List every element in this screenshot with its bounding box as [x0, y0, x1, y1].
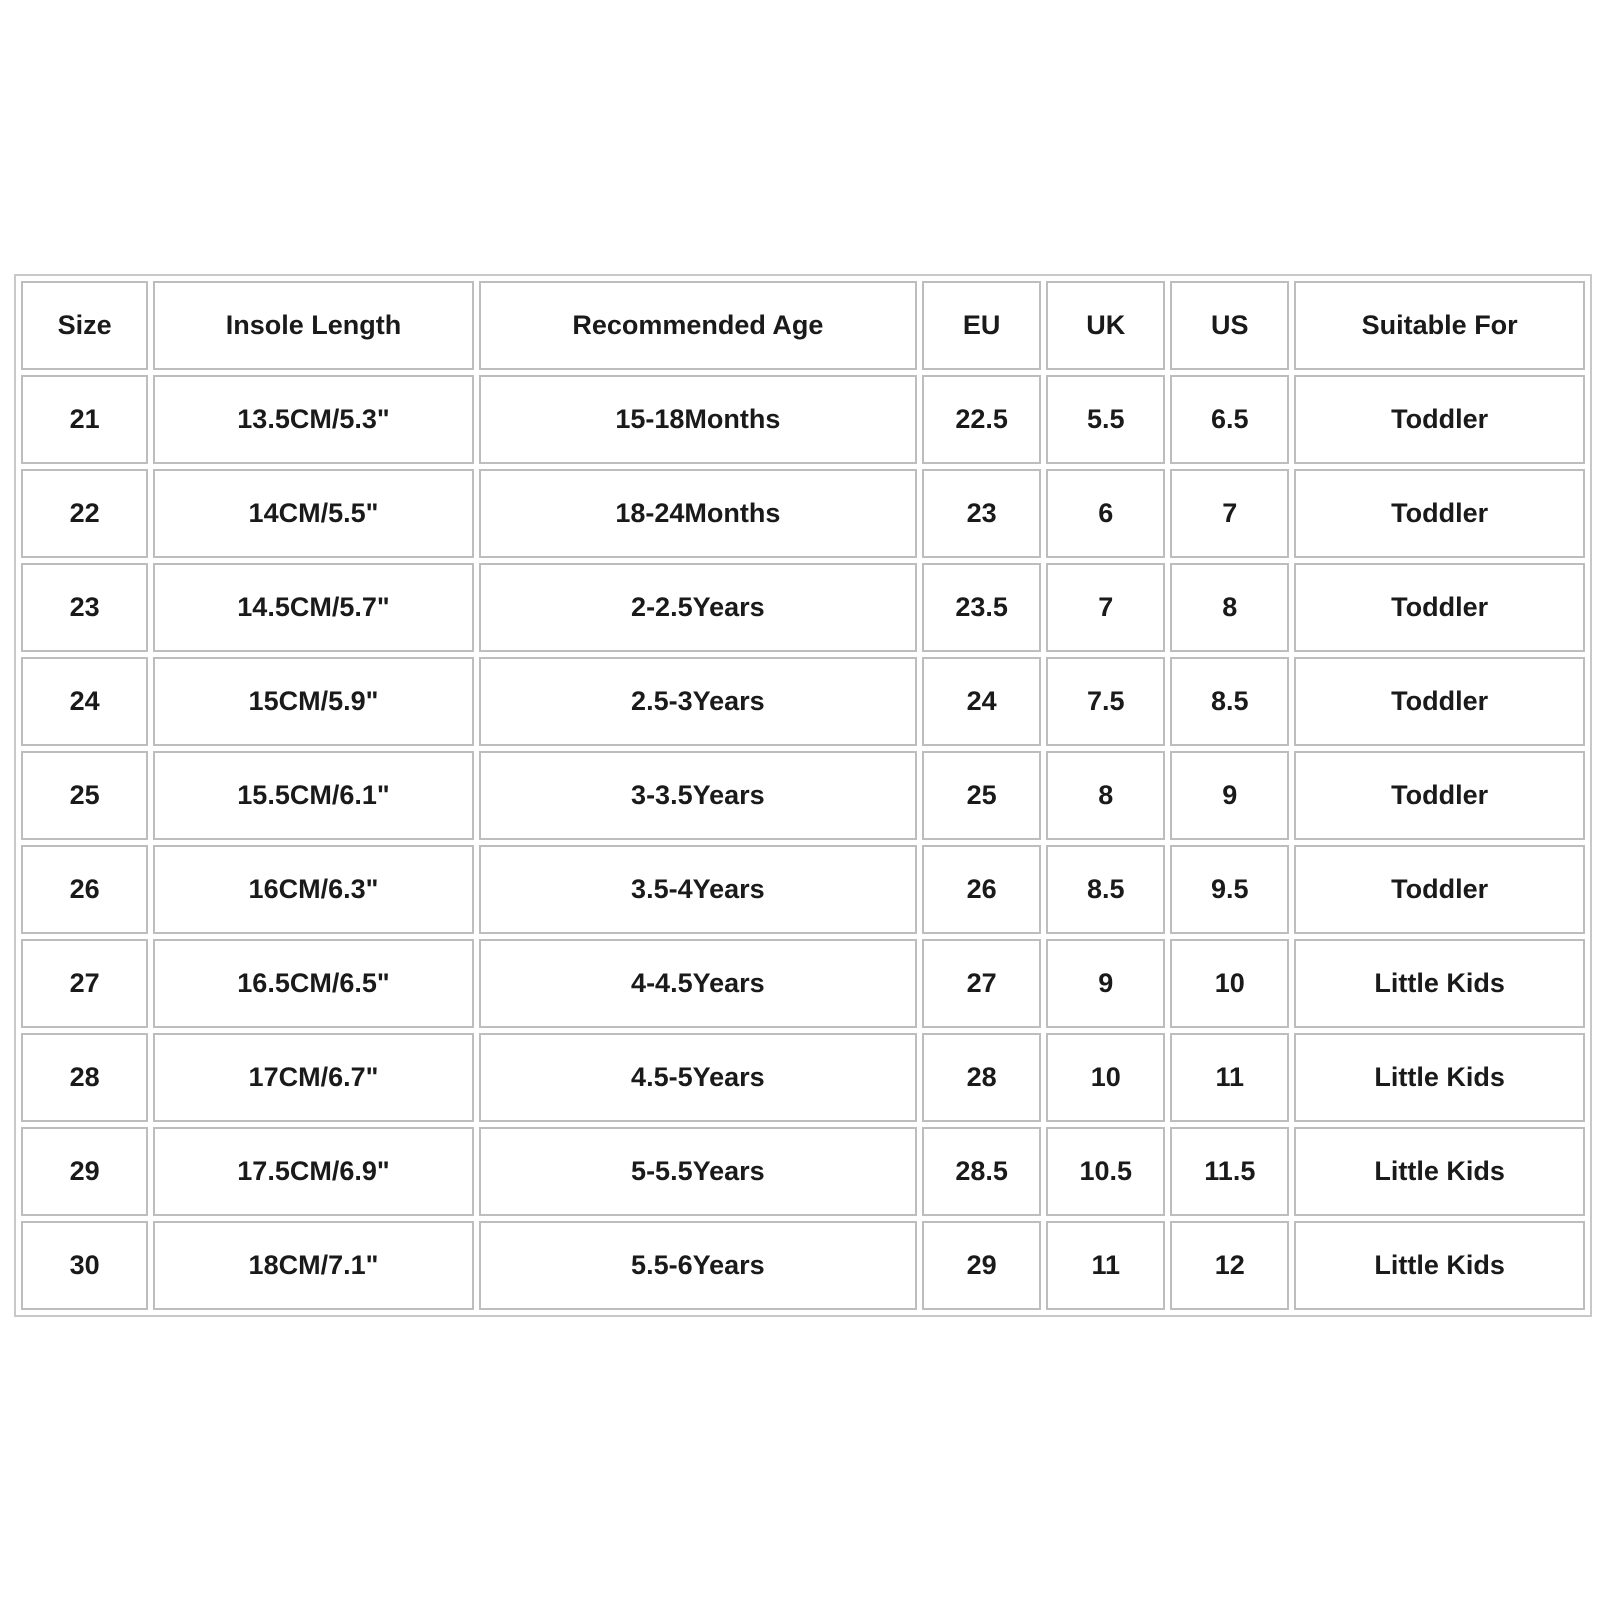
recommended-age-cell: 3.5-4Years — [479, 845, 917, 934]
table-row — [21, 1221, 1585, 1310]
us-cell: 8.5 — [1170, 657, 1289, 746]
insole-length-cell: 17.5CM/6.9" — [153, 1127, 473, 1216]
recommended-age-cell: 15-18Months — [479, 375, 917, 464]
us-cell: 10 — [1170, 939, 1289, 1028]
uk-cell: 8 — [1046, 751, 1165, 840]
recommended-age-cell: 4-4.5Years — [479, 939, 917, 1028]
suitable-for-cell: Little Kids — [1294, 1033, 1585, 1122]
table-row — [21, 375, 1585, 464]
us-cell: 11 — [1170, 1033, 1289, 1122]
size-cell: 28 — [21, 1033, 148, 1122]
size-chart-container — [14, 274, 1592, 1317]
size-cell: 23 — [21, 563, 148, 652]
table-row — [21, 939, 1585, 1028]
size-cell: 29 — [21, 1127, 148, 1216]
insole-length-cell: 16.5CM/6.5" — [153, 939, 473, 1028]
size-cell: 26 — [21, 845, 148, 934]
eu-cell: 29 — [922, 1221, 1041, 1310]
suitable-for-cell: Toddler — [1294, 563, 1585, 652]
insole-length-cell: 16CM/6.3" — [153, 845, 473, 934]
uk-cell: 10 — [1046, 1033, 1165, 1122]
us-cell: 11.5 — [1170, 1127, 1289, 1216]
header-us: US — [1170, 281, 1289, 370]
us-cell: 9.5 — [1170, 845, 1289, 934]
header-row — [21, 281, 1585, 370]
recommended-age-cell: 3-3.5Years — [479, 751, 917, 840]
eu-cell: 23.5 — [922, 563, 1041, 652]
suitable-for-cell: Toddler — [1294, 751, 1585, 840]
header-suitable-for: Suitable For — [1294, 281, 1585, 370]
uk-cell: 5.5 — [1046, 375, 1165, 464]
uk-cell: 9 — [1046, 939, 1165, 1028]
header-recommended-age: Recommended Age — [479, 281, 917, 370]
recommended-age-cell: 2.5-3Years — [479, 657, 917, 746]
us-cell: 12 — [1170, 1221, 1289, 1310]
table-row — [21, 1033, 1585, 1122]
eu-cell: 26 — [922, 845, 1041, 934]
suitable-for-cell: Toddler — [1294, 469, 1585, 558]
table-row — [21, 751, 1585, 840]
table-body — [21, 375, 1585, 1310]
insole-length-cell: 13.5CM/5.3" — [153, 375, 473, 464]
insole-length-cell: 14CM/5.5" — [153, 469, 473, 558]
eu-cell: 25 — [922, 751, 1041, 840]
header-uk: UK — [1046, 281, 1165, 370]
us-cell: 9 — [1170, 751, 1289, 840]
insole-length-cell: 15CM/5.9" — [153, 657, 473, 746]
suitable-for-cell: Toddler — [1294, 375, 1585, 464]
size-cell: 27 — [21, 939, 148, 1028]
table-row — [21, 845, 1585, 934]
eu-cell: 28.5 — [922, 1127, 1041, 1216]
size-cell: 22 — [21, 469, 148, 558]
size-chart-table — [16, 276, 1590, 1315]
recommended-age-cell: 5.5-6Years — [479, 1221, 917, 1310]
suitable-for-cell: Toddler — [1294, 657, 1585, 746]
recommended-age-cell: 2-2.5Years — [479, 563, 917, 652]
eu-cell: 22.5 — [922, 375, 1041, 464]
header-insole-length: Insole Length — [153, 281, 473, 370]
eu-cell: 27 — [922, 939, 1041, 1028]
eu-cell: 23 — [922, 469, 1041, 558]
size-cell: 24 — [21, 657, 148, 746]
suitable-for-cell: Little Kids — [1294, 1221, 1585, 1310]
suitable-for-cell: Toddler — [1294, 845, 1585, 934]
header-eu: EU — [922, 281, 1041, 370]
recommended-age-cell: 18-24Months — [479, 469, 917, 558]
uk-cell: 10.5 — [1046, 1127, 1165, 1216]
insole-length-cell: 17CM/6.7" — [153, 1033, 473, 1122]
insole-length-cell: 18CM/7.1" — [153, 1221, 473, 1310]
uk-cell: 11 — [1046, 1221, 1165, 1310]
us-cell: 7 — [1170, 469, 1289, 558]
suitable-for-cell: Little Kids — [1294, 939, 1585, 1028]
size-cell: 25 — [21, 751, 148, 840]
size-cell: 21 — [21, 375, 148, 464]
uk-cell: 7 — [1046, 563, 1165, 652]
eu-cell: 28 — [922, 1033, 1041, 1122]
recommended-age-cell: 4.5-5Years — [479, 1033, 917, 1122]
suitable-for-cell: Little Kids — [1294, 1127, 1585, 1216]
us-cell: 6.5 — [1170, 375, 1289, 464]
header-size: Size — [21, 281, 148, 370]
table-row — [21, 1127, 1585, 1216]
insole-length-cell: 14.5CM/5.7" — [153, 563, 473, 652]
table-row — [21, 657, 1585, 746]
size-cell: 30 — [21, 1221, 148, 1310]
table-row — [21, 469, 1585, 558]
uk-cell: 6 — [1046, 469, 1165, 558]
insole-length-cell: 15.5CM/6.1" — [153, 751, 473, 840]
uk-cell: 7.5 — [1046, 657, 1165, 746]
recommended-age-cell: 5-5.5Years — [479, 1127, 917, 1216]
eu-cell: 24 — [922, 657, 1041, 746]
uk-cell: 8.5 — [1046, 845, 1165, 934]
us-cell: 8 — [1170, 563, 1289, 652]
table-row — [21, 563, 1585, 652]
